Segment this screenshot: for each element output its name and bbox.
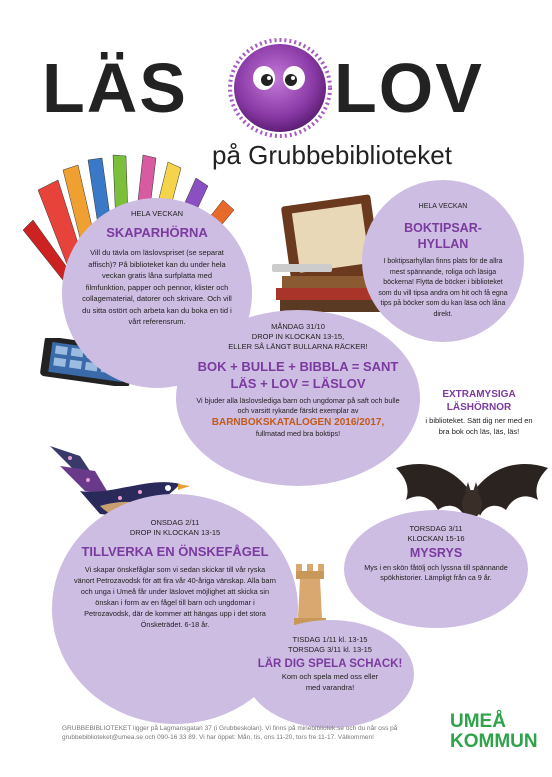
bok-bulle-dropin: DROP IN KLOCKAN 13-15, (251, 332, 345, 341)
schack-body: Kom och spela med oss eller med varandra! (281, 672, 379, 692)
bok-bulle-end: fullmatad med bra boktips! (255, 429, 341, 438)
bok-bulle-headline-1: BOK + BULLE + BIBBLA = SANT (197, 359, 399, 374)
extramysiga-title-2: LÄSHÖRNOR (446, 402, 512, 413)
schack-date-2: TORSDAG 3/11 kl. 13-15 (288, 645, 372, 654)
bok-bulle-circle (176, 310, 420, 486)
onskefagel-body: Vi skapar önskefåglar som vi sedan skickar till vår ryska vänort Petrozavodsk för att fira vår 40-åriga vänskap. Alla barn och unga i Umeå får under läslovet möjlighet att skicka sin önskan i form av en fågel till barn och ungdomar i Petrozavodsk, där de kommer att hängas upp i det stora Önsketrädet. 6-18 år. (74, 565, 276, 629)
fuzzy-monster-illustration (220, 30, 340, 140)
logo-line-1: UMEÅ (450, 711, 506, 732)
extramysiga-title-1: EXTRAMYSIGA (442, 389, 516, 400)
mysrys-body: Mys i en skön fåtölj och lyssna till spännande spökhistorier. Lämpligt från ca 9 år. (364, 563, 508, 582)
bok-bulle-headline-2: LÄS + LOV = LÄSLOV (230, 376, 366, 391)
logo-line-2: KOMMUN (450, 731, 538, 752)
skaparhorna-kicker: HELA VECKAN (130, 209, 184, 218)
extramysiga-body: i biblioteket. Sätt dig ner med en bra bok och läs, läs, läs! (425, 416, 533, 436)
onskefagel-title: TILLVERKA EN ÖNSKEFÅGEL (81, 544, 269, 559)
boktips-circle (362, 180, 524, 342)
umea-kommun-logo (450, 712, 538, 752)
onskefagel-dropin: DROP IN KLOCKAN 13-15 (129, 528, 221, 537)
subtitle: på Grubbebiblioteket (212, 140, 452, 170)
mysrys-time: KLOCKAN 15-16 (407, 534, 465, 543)
schack-title: LÄR DIG SPELA SCHACK! (257, 658, 403, 670)
title-las: LÄS (42, 49, 188, 127)
skaparhorna-body: Vill du tävla om läslovspriset (se separat affisch)? På biblioteket kan du under hela veckan gratis låna surfplatta med filmfunktion, papper och pennor, klister och collagematerial, datorer och skrivare. Och vill du sitta ostört och arbeta kan du boka en tid i vårt referensrum. (82, 248, 232, 326)
bok-bulle-date: MÅNDAG 31/10 (271, 322, 325, 331)
onskefagel-date: ONSDAG 2/11 (150, 518, 200, 527)
boktips-title-1: BOKTIPSAR- (404, 221, 482, 235)
barnbokskatalogen-highlight: BARNBOKSKATALOGEN 2016/2017, (211, 417, 385, 428)
bok-bulle-body: Vi bjuder alla läslovslediga barn och ungdomar på saft och bulle och varsitt rykande färskt exemplar av (196, 396, 400, 415)
mysrys-title: MYSRYS (409, 546, 463, 560)
boktips-body: I boktipsarhyllan finns plats för de allra mest spännande, roliga och läsiga böckerna! Flytta de böcker i biblioteket som du vill tipsa andra om hit och få egna tips på böcker som du kan läsa och låna direkt. (378, 258, 508, 318)
mysrys-circle (344, 510, 528, 628)
mysrys-date: TORSDAG 3/11 (409, 524, 463, 533)
extramysiga-block (424, 388, 534, 437)
bok-bulle-bullar: ELLER SÅ LÄNGT BULLARNA RÄCKER! (228, 342, 368, 351)
skaparhorna-title: SKAPARHÖRNA (106, 225, 208, 240)
schack-circle (246, 620, 414, 728)
footer-text: GRUBBEBIBLIOTEKET ligger på Lagmansgatan 37 (i Grubbeskolan). Vi finns på minebibliotek.se och du når oss på grubbebiblioteket@umea.se och 090-16 33 89. Vi har öppet: Mån, tis, ons 11-20, tors fre 11-17. Välkommen! (62, 725, 398, 741)
boktips-kicker: HELA VECKAN (418, 203, 468, 210)
schack-date-1: TISDAG 1/11 kl. 13-15 (292, 635, 368, 644)
title-lov: LOV (334, 49, 484, 127)
boktips-title-2: HYLLAN (417, 237, 469, 251)
